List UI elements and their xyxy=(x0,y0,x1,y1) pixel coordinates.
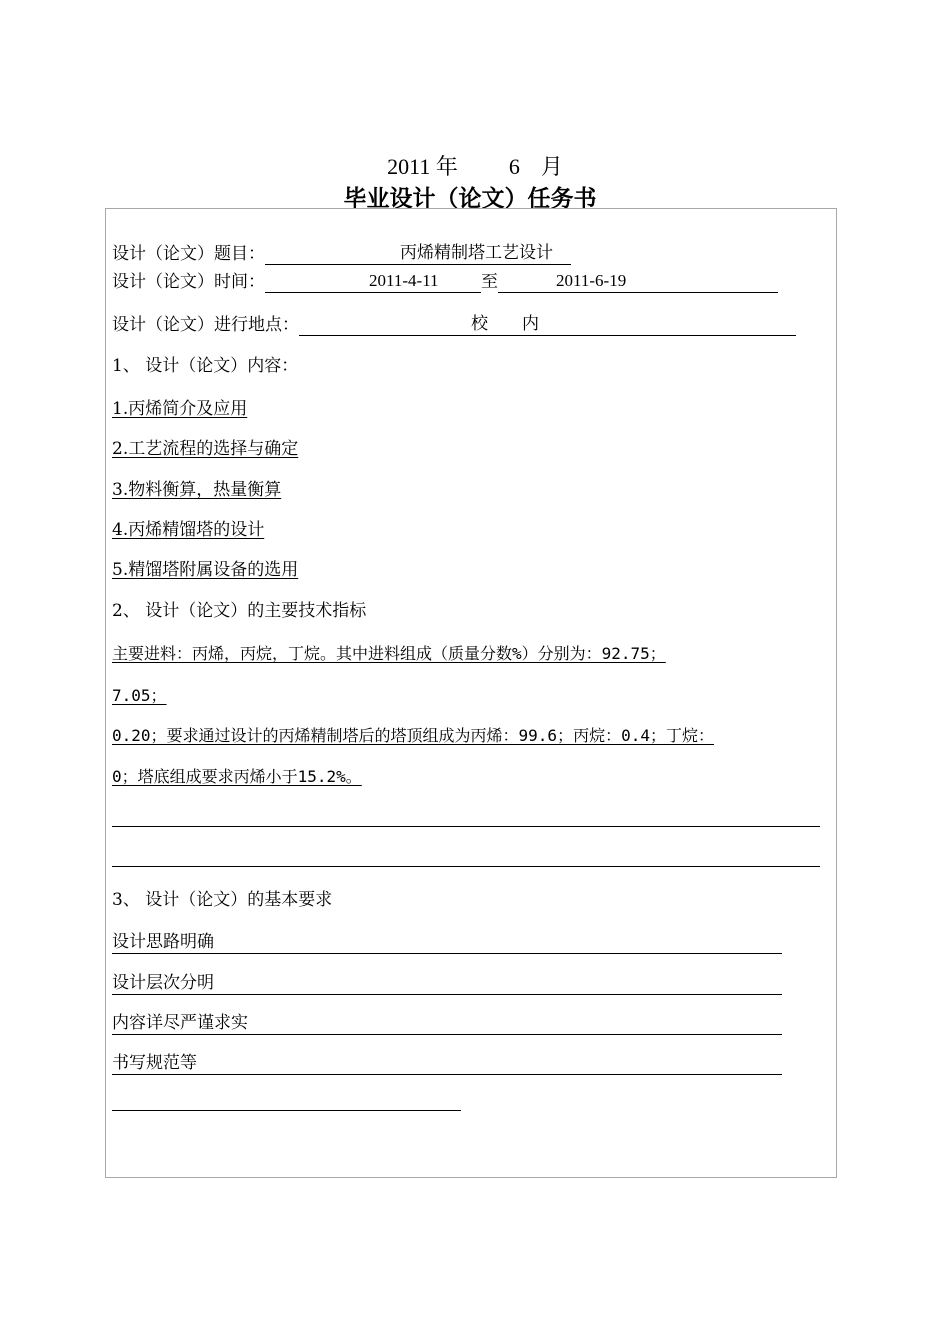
year-unit: 年 xyxy=(435,154,458,179)
requirement-1: 设计思路明确 xyxy=(112,931,782,954)
topic-row xyxy=(112,243,571,265)
time-label: 设计（论文）时间： xyxy=(112,272,265,292)
place-value: 校 内 xyxy=(471,314,539,334)
blank-line-3 xyxy=(112,1110,461,1111)
spec-line-3: 0.20；要求通过设计的丙烯精制塔后的塔顶组成为丙烯：99.6；丙烷：0.4；丁烷： xyxy=(112,726,714,745)
topic-label: 设计（论文）题目： xyxy=(112,244,265,264)
section3-heading: 3、 设计（论文）的基本要求 xyxy=(112,890,333,910)
content-item-2: 2.工艺流程的选择与确定 xyxy=(112,439,299,459)
time-row xyxy=(112,271,778,293)
content-item-5: 5.精馏塔附属设备的选用 xyxy=(112,560,299,580)
place-label: 设计（论文）进行地点： xyxy=(112,315,299,335)
requirement-2: 设计层次分明 xyxy=(112,972,782,995)
spec-line-1: 主要进料：丙烯，丙烷，丁烷。其中进料组成（质量分数%）分别为：92.75； xyxy=(112,644,666,663)
blank-line-2 xyxy=(112,866,820,867)
date-line xyxy=(0,150,950,181)
section1-heading: 1、 设计（论文）内容： xyxy=(112,356,299,376)
place-field[interactable] xyxy=(299,315,796,336)
requirement-4: 书写规范等 xyxy=(112,1052,782,1075)
blank-line-1 xyxy=(112,826,820,827)
spec-line-4: 0；塔底组成要求丙烯小于15.2%。 xyxy=(112,767,362,786)
spec-line-2: 7.05； xyxy=(112,686,167,705)
section2-heading: 2、 设计（论文）的主要技术指标 xyxy=(112,601,367,621)
topic-field[interactable] xyxy=(265,244,571,265)
year: 2011 xyxy=(387,154,431,179)
time-end-field[interactable] xyxy=(498,272,778,293)
time-start-field[interactable] xyxy=(265,272,481,293)
time-to: 至 xyxy=(481,272,498,292)
content-item-1: 1.丙烯简介及应用 xyxy=(112,399,248,419)
time-end: 2011-6-19 xyxy=(556,271,627,290)
month-unit: 月 xyxy=(540,154,563,179)
content-item-4: 4.丙烯精馏塔的设计 xyxy=(112,520,265,540)
content-item-3: 3.物料衡算，热量衡算 xyxy=(112,480,282,500)
place-row xyxy=(112,314,796,336)
document-title: 毕业设计（论文）任务书 xyxy=(343,186,597,212)
month: 6 xyxy=(508,154,520,179)
time-start: 2011-4-11 xyxy=(369,271,439,290)
topic-value: 丙烯精制塔工艺设计 xyxy=(400,243,553,263)
requirement-3: 内容详尽严谨求实 xyxy=(112,1012,782,1035)
